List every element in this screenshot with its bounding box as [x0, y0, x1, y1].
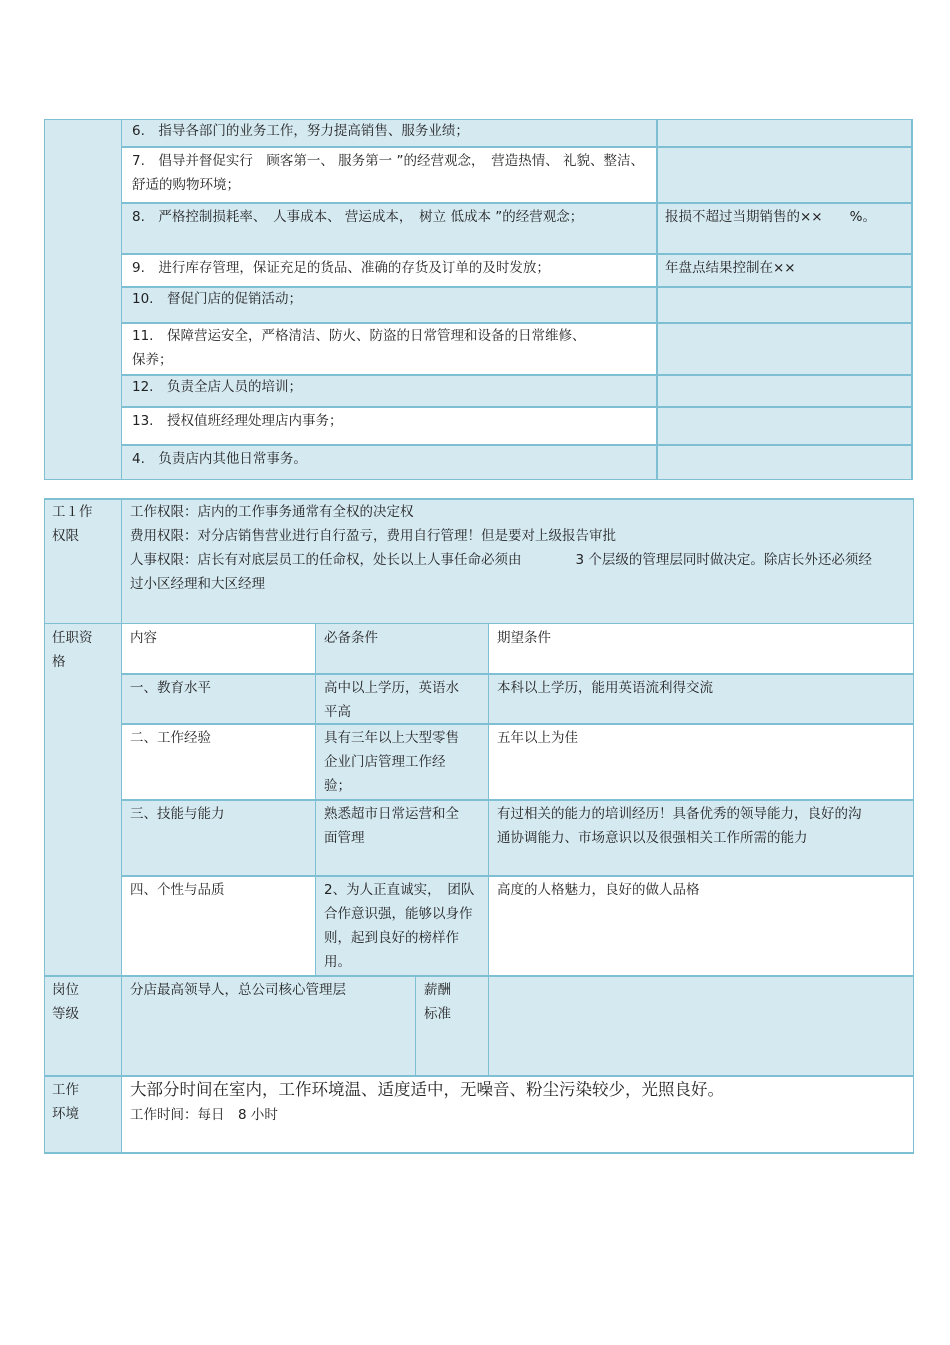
- duty-standard-3: [657, 203, 913, 254]
- qual-header-content: [122, 624, 316, 674]
- divider: [122, 322, 913, 324]
- qual-item: 一、教育水平: [130, 680, 211, 696]
- divider: [656, 119, 658, 480]
- qual-row-experience: [122, 724, 316, 800]
- qual-header-required: [316, 624, 489, 674]
- duty-standard-8: [657, 407, 913, 445]
- duty-row-2: [122, 147, 657, 203]
- qual-desired: 高度的人格魅力，良好的做人品格: [497, 882, 700, 898]
- divider: [122, 374, 913, 376]
- divider: [315, 624, 316, 976]
- qual-desired: 有过相关的能力的培训经历！具备优秀的领导能力，良好的沟通协调能力、市场意识以及很强相关工作所需的能力: [497, 806, 862, 846]
- grade-value-text: 分店最高领导人，总公司核心管理层: [130, 982, 346, 998]
- duty-row-7: [122, 375, 657, 407]
- authority-label-text: 工１作权限: [52, 504, 93, 544]
- divider: [911, 119, 913, 480]
- duty-text: 7. 倡导并督促实行 顾客第一、 服务第一 ”的经营观念， 营造热情、 礼貌、整洁、舒适的购物环境；: [132, 153, 644, 193]
- duty-text: 4. 负责店内其他日常事务。: [132, 451, 307, 467]
- qual-item: 三、技能与能力: [130, 806, 225, 822]
- grade-label: [44, 976, 122, 1076]
- header-text: 内容: [130, 630, 157, 646]
- divider: [122, 406, 913, 408]
- divider: [44, 1152, 914, 1154]
- header-text: 必备条件: [324, 630, 378, 646]
- duty-standard-7: [657, 375, 913, 407]
- divider: [122, 146, 913, 148]
- divider: [122, 444, 913, 446]
- environment-label: [44, 1076, 122, 1154]
- duty-row-1: [122, 119, 657, 147]
- authority-label: [44, 498, 122, 624]
- divider: [44, 498, 45, 1154]
- header-text: 期望条件: [497, 630, 551, 646]
- divider: [44, 119, 913, 120]
- qual-required-education: [316, 674, 489, 724]
- qual-item: 四、个性与品质: [130, 882, 225, 898]
- duty-text: 6. 指导各部门的业务工作，努力提高销售、服务业绩；: [132, 123, 469, 139]
- duty-standard-5: [657, 287, 913, 323]
- duty-text: 11. 保障营运安全，严格清洁、防火、防盗的日常管理和设备的日常维修、保养；: [132, 328, 586, 368]
- qual-required: 熟悉超市日常运营和全面管理: [324, 806, 459, 846]
- qual-desired-skills: [489, 800, 914, 876]
- qual-required-skills: [316, 800, 489, 876]
- divider: [122, 253, 913, 255]
- divider: [122, 875, 914, 877]
- work-authority: 工作权限：店内的工作事务通常有全权的决定权: [130, 504, 414, 520]
- duty-standard-6: [657, 323, 913, 375]
- divider: [415, 976, 416, 1076]
- divider: [122, 673, 914, 675]
- position-table: [44, 498, 914, 1154]
- salary-value: [489, 976, 914, 1076]
- qual-required: 高中以上学历，英语水平高: [324, 680, 459, 720]
- divider: [44, 119, 45, 480]
- qual-desired: 五年以上为佳: [497, 730, 578, 746]
- environment-label-text: 工作环境: [52, 1082, 79, 1122]
- environment-content: [122, 1076, 914, 1154]
- duty-row-4: [122, 254, 657, 287]
- divider: [122, 286, 913, 288]
- environment-description: 大部分时间在室内，工作环境温、适度适中，无噪音、粉尘污染较少，光照良好。: [130, 1080, 724, 1099]
- qual-required: 2、为人正直诚实， 团队合作意识强，能够以身作则，起到良好的榜样作用。: [324, 882, 475, 970]
- duty-row-3: [122, 203, 657, 254]
- salary-label-text: 薪酬标准: [424, 982, 451, 1022]
- personnel-authority: 人事权限：店长有对底层员工的任命权，处长以上人事任命必须由 3 个层级的管理层同时做决定。除店长外还必须经过小区经理和大区经理: [130, 552, 872, 592]
- qual-row-skills: [122, 800, 316, 876]
- divider: [122, 202, 913, 204]
- divider: [122, 723, 914, 725]
- duty-standard-text: 年盘点结果控制在××: [665, 260, 796, 276]
- duties-table: [44, 119, 913, 480]
- qual-row-personality: [122, 876, 316, 976]
- qual-item: 二、工作经验: [130, 730, 211, 746]
- duty-text: 13. 授权值班经理处理店内事务；: [132, 413, 343, 429]
- divider: [44, 498, 914, 500]
- grade-label-text: 岗位等级: [52, 982, 79, 1022]
- qual-row-education: [122, 674, 316, 724]
- salary-label: [416, 976, 489, 1076]
- qual-desired-education: [489, 674, 914, 724]
- qualification-label: [44, 624, 122, 976]
- duties-label-cell: [44, 119, 122, 480]
- divider: [121, 119, 122, 480]
- qual-required-experience: [316, 724, 489, 800]
- duty-standard-9: [657, 445, 913, 480]
- duty-row-9: [122, 445, 657, 480]
- qual-header-desired: [489, 624, 914, 674]
- divider: [488, 624, 489, 976]
- divider: [121, 498, 122, 1154]
- duty-text: 10. 督促门店的促销活动；: [132, 291, 302, 307]
- divider: [488, 976, 489, 1076]
- divider: [44, 975, 914, 977]
- duty-text: 9. 进行库存管理，保证充足的货品、准确的存货及订单的及时发放；: [132, 260, 550, 276]
- divider: [44, 1075, 914, 1077]
- divider: [44, 623, 914, 624]
- working-hours: 工作时间：每日 8 小时: [130, 1107, 278, 1123]
- duty-text: 8. 严格控制损耗率、 人事成本、 营运成本， 树立 低成本 ”的经营观念；: [132, 209, 584, 225]
- duty-standard-2: [657, 147, 913, 203]
- expense-authority: 费用权限：对分店销售营业进行自行盈亏，费用自行管理！但是要对上级报告审批: [130, 528, 616, 544]
- duty-standard-text: 报损不超过当期销售的×× %。: [665, 209, 876, 225]
- divider: [913, 498, 914, 1154]
- authority-content: [122, 498, 914, 624]
- qual-desired-personality: [489, 876, 914, 976]
- duty-row-5: [122, 287, 657, 323]
- qual-required: 具有三年以上大型零售企业门店管理工作经验；: [324, 730, 459, 794]
- divider: [122, 799, 914, 801]
- duty-row-8: [122, 407, 657, 445]
- duty-text: 12. 负责全店人员的培训；: [132, 379, 302, 395]
- duty-row-6: [122, 323, 657, 375]
- qual-desired-experience: [489, 724, 914, 800]
- qual-required-personality: [316, 876, 489, 976]
- qualification-label-text: 任职资格: [52, 630, 93, 670]
- duty-standard-4: [657, 254, 913, 287]
- divider: [44, 479, 913, 480]
- grade-value: [122, 976, 416, 1076]
- qual-desired: 本科以上学历，能用英语流利得交流: [497, 680, 713, 696]
- duty-standard-1: [657, 119, 913, 147]
